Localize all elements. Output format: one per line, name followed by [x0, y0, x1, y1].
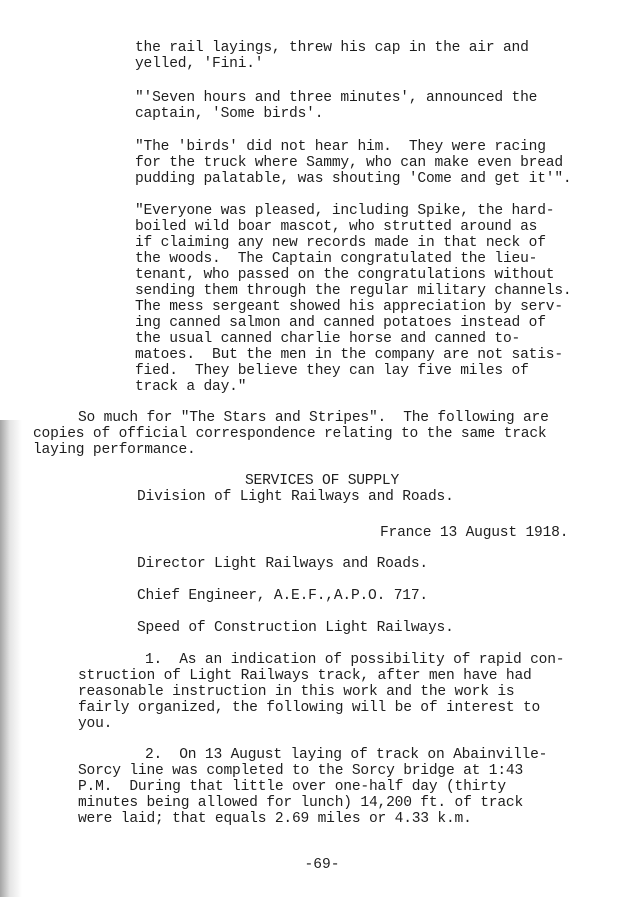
quote-everyone-line: boiled wild boar mascot, who strutted around as: [135, 219, 538, 235]
para1-line: fairly organized, the following will be of interest to: [78, 700, 541, 716]
quote-seven-hours-line: captain, 'Some birds'.: [135, 106, 324, 122]
para1-line: reasonable instruction in this work and the work is: [78, 684, 515, 700]
quote-everyone-line: ing canned salmon and canned potatoes instead of: [135, 315, 546, 331]
to-line: Director Light Railways and Roads.: [137, 556, 428, 572]
letterhead-title: SERVICES OF SUPPLY: [245, 473, 400, 489]
dateline: France 13 August 1918.: [380, 525, 569, 541]
from-line: Chief Engineer, A.E.F.,A.P.O. 717.: [137, 588, 428, 604]
quote-everyone-line: matoes. But the men in the company are not satis-: [135, 347, 563, 363]
para2-line: P.M. During that little over one-half day (thirty: [78, 779, 506, 795]
continuation-line: yelled, 'Fini.': [135, 56, 264, 72]
quote-seven-hours-line: "'Seven hours and three minutes', announced the: [135, 90, 538, 106]
so-much-line: laying performance.: [33, 442, 196, 458]
so-much-line: So much for "The Stars and Stripes". The following are: [78, 410, 549, 426]
quote-everyone-line: The mess sergeant showed his appreciation by serv-: [135, 299, 563, 315]
para1-line: struction of Light Railways track, after men have had: [78, 668, 532, 684]
quote-everyone-line: if claiming any new records made in that neck of: [135, 235, 546, 251]
quote-everyone-line: the woods. The Captain congratulated the lieu-: [135, 251, 538, 267]
para2-line: minutes being allowed for lunch) 14,200 ft. of track: [78, 795, 523, 811]
quote-everyone-line: "Everyone was pleased, including Spike, the hard-: [135, 203, 555, 219]
subject-line: Speed of Construction Light Railways.: [137, 620, 454, 636]
quote-everyone-line: track a day.": [135, 379, 247, 395]
quote-everyone-line: the usual canned charlie horse and canned to-: [135, 331, 521, 347]
page-number: -69-: [304, 857, 340, 873]
quote-everyone-line: fied. They believe they can lay five miles of: [135, 363, 529, 379]
para2-line: were laid; that equals 2.69 miles or 4.33 k.m.: [78, 811, 472, 827]
para1-line: you.: [78, 716, 113, 732]
quote-everyone-line: sending them through the regular military channels.: [135, 283, 572, 299]
scan-edge-shadow: [0, 420, 22, 897]
para2-line: 2. On 13 August laying of track on Abainville-: [145, 747, 548, 763]
quote-birds-line: pudding palatable, was shouting 'Come and get it'".: [135, 171, 572, 187]
continuation-line: the rail layings, threw his cap in the air and: [135, 40, 529, 56]
para2-line: Sorcy line was completed to the Sorcy bridge at 1:43: [78, 763, 523, 779]
quote-birds-line: "The 'birds' did not hear him. They were racing: [135, 139, 546, 155]
so-much-line: copies of official correspondence relating to the same track: [33, 426, 547, 442]
quote-birds-line: for the truck where Sammy, who can make even bread: [135, 155, 563, 171]
quote-everyone-line: tenant, who passed on the congratulations without: [135, 267, 555, 283]
letterhead-subtitle: Division of Light Railways and Roads.: [137, 489, 454, 505]
para1-line: 1. As an indication of possibility of rapid con-: [145, 652, 565, 668]
